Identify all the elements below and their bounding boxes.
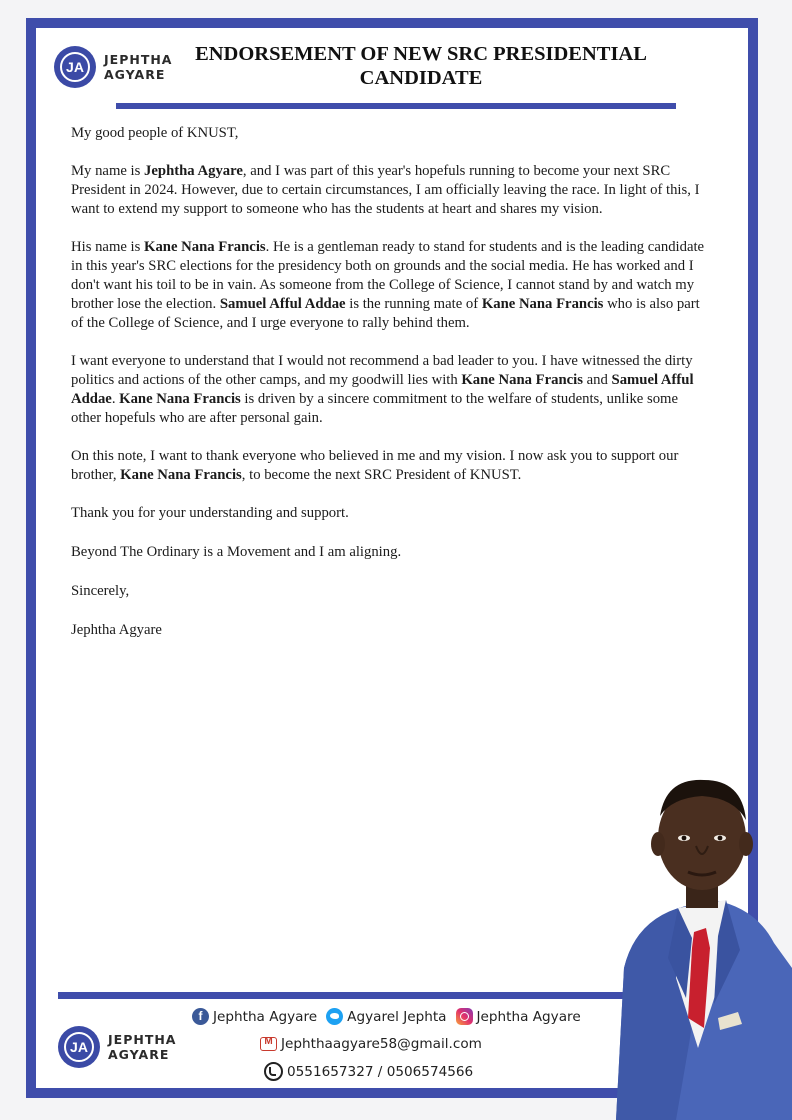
title-divider (116, 103, 676, 109)
phone-row (264, 1062, 482, 1081)
name-highlight: Kane Nana Francis (481, 296, 604, 312)
logo-monogram-icon: JA (58, 1026, 100, 1068)
phone-icon (264, 1062, 283, 1081)
footer-logo (58, 1026, 176, 1068)
email-address: Jephthaagyare58@gmail.com (281, 1036, 482, 1052)
letter-body (71, 124, 711, 659)
logo-monogram-icon: JA (54, 46, 96, 88)
paragraph-2: His name is Kane Nana Francis. He is a gentleman ready to stand for students and is the leading candidate in this year's SRC elections for the presidency both on grounds and the social media. He has worked and I don't want his toil to be in vain. As someone from the College of Science, I cannot stand by and watch my brother lose the election. Samuel Afful Addae is the running mate of Kane Nana Francis who is also part of the College of Science, and I urge everyone to rally behind them. (71, 239, 705, 331)
phone-numbers: 0551657327 / 0506574566 (287, 1063, 474, 1080)
name-highlight: Samuel Afful Addae (219, 296, 346, 312)
name-highlight: Kane Nana Francis (144, 239, 266, 255)
twitter-icon (326, 1008, 343, 1025)
instagram-contact[interactable] (456, 1008, 581, 1025)
greeting: My good people of KNUST, (71, 125, 239, 141)
facebook-contact[interactable] (192, 1008, 317, 1025)
phone-contact[interactable] (264, 1062, 473, 1081)
instagram-icon (456, 1008, 473, 1025)
page-title (182, 42, 660, 90)
paragraph-4: On this note, I want to thank everyone who believed in me and my vision. I now ask you to support our brother, Kane Nana Francis, to become the next SRC President of KNUST. (71, 448, 679, 483)
facebook-icon (192, 1008, 209, 1025)
instagram-handle: Jephtha Agyare (476, 1008, 581, 1025)
mail-icon (260, 1037, 277, 1051)
logo-line-1: JEPHTHA (104, 52, 173, 67)
name-highlight: Kane Nana Francis (461, 372, 583, 388)
twitter-contact[interactable] (326, 1008, 446, 1025)
logo-line-1: JEPHTHA (108, 1032, 177, 1047)
logo-wordmark (104, 52, 172, 82)
facebook-handle: Jephtha Agyare (213, 1008, 318, 1025)
name-highlight: Kane Nana Francis (120, 467, 242, 483)
candidate-portrait (606, 768, 792, 1120)
email-contact[interactable] (260, 1036, 482, 1052)
name-highlight: Jephtha Agyare (144, 163, 243, 179)
logo-line-2: AGYARE (108, 1047, 170, 1062)
email-row (260, 1036, 491, 1052)
title-line-1: ENDORSEMENT OF NEW SRC PRESIDENTIAL (195, 43, 647, 65)
logo-line-2: AGYARE (104, 67, 166, 82)
header-logo (54, 46, 172, 88)
signature: Jephtha Agyare (71, 622, 162, 638)
social-row (192, 1008, 590, 1025)
twitter-handle: Agyarel Jephta (347, 1008, 447, 1025)
name-highlight: Kane Nana Francis (119, 391, 241, 407)
thanks-line: Thank you for your understanding and support. (71, 505, 349, 521)
footer-divider (58, 992, 640, 999)
logo-wordmark (108, 1032, 176, 1062)
closing-line: Sincerely, (71, 583, 130, 599)
title-line-2: CANDIDATE (359, 67, 483, 89)
paragraph-1: My name is Jephtha Agyare, and I was part of this year's hopefuls running to become your next SRC President in 2024. However, due to certain circumstances, I am officially leaving the race. In light of this, I want to extend my support to someone who has the students at heart and shares my vision. (71, 163, 700, 217)
name-highlight: Samuel Afful Addae (71, 372, 694, 407)
paragraph-3: I want everyone to understand that I would not recommend a bad leader to you. I have witnessed the dirty politics and actions of the other camps, and my goodwill lies with Kane Nana Francis and Samuel Afful Addae. Kane Nana Francis is driven by a sincere commitment to the welfare of students, unlike some other hopefuls who are after personal gain. (71, 353, 694, 426)
movement-line: Beyond The Ordinary is a Movement and I am aligning. (71, 544, 402, 560)
